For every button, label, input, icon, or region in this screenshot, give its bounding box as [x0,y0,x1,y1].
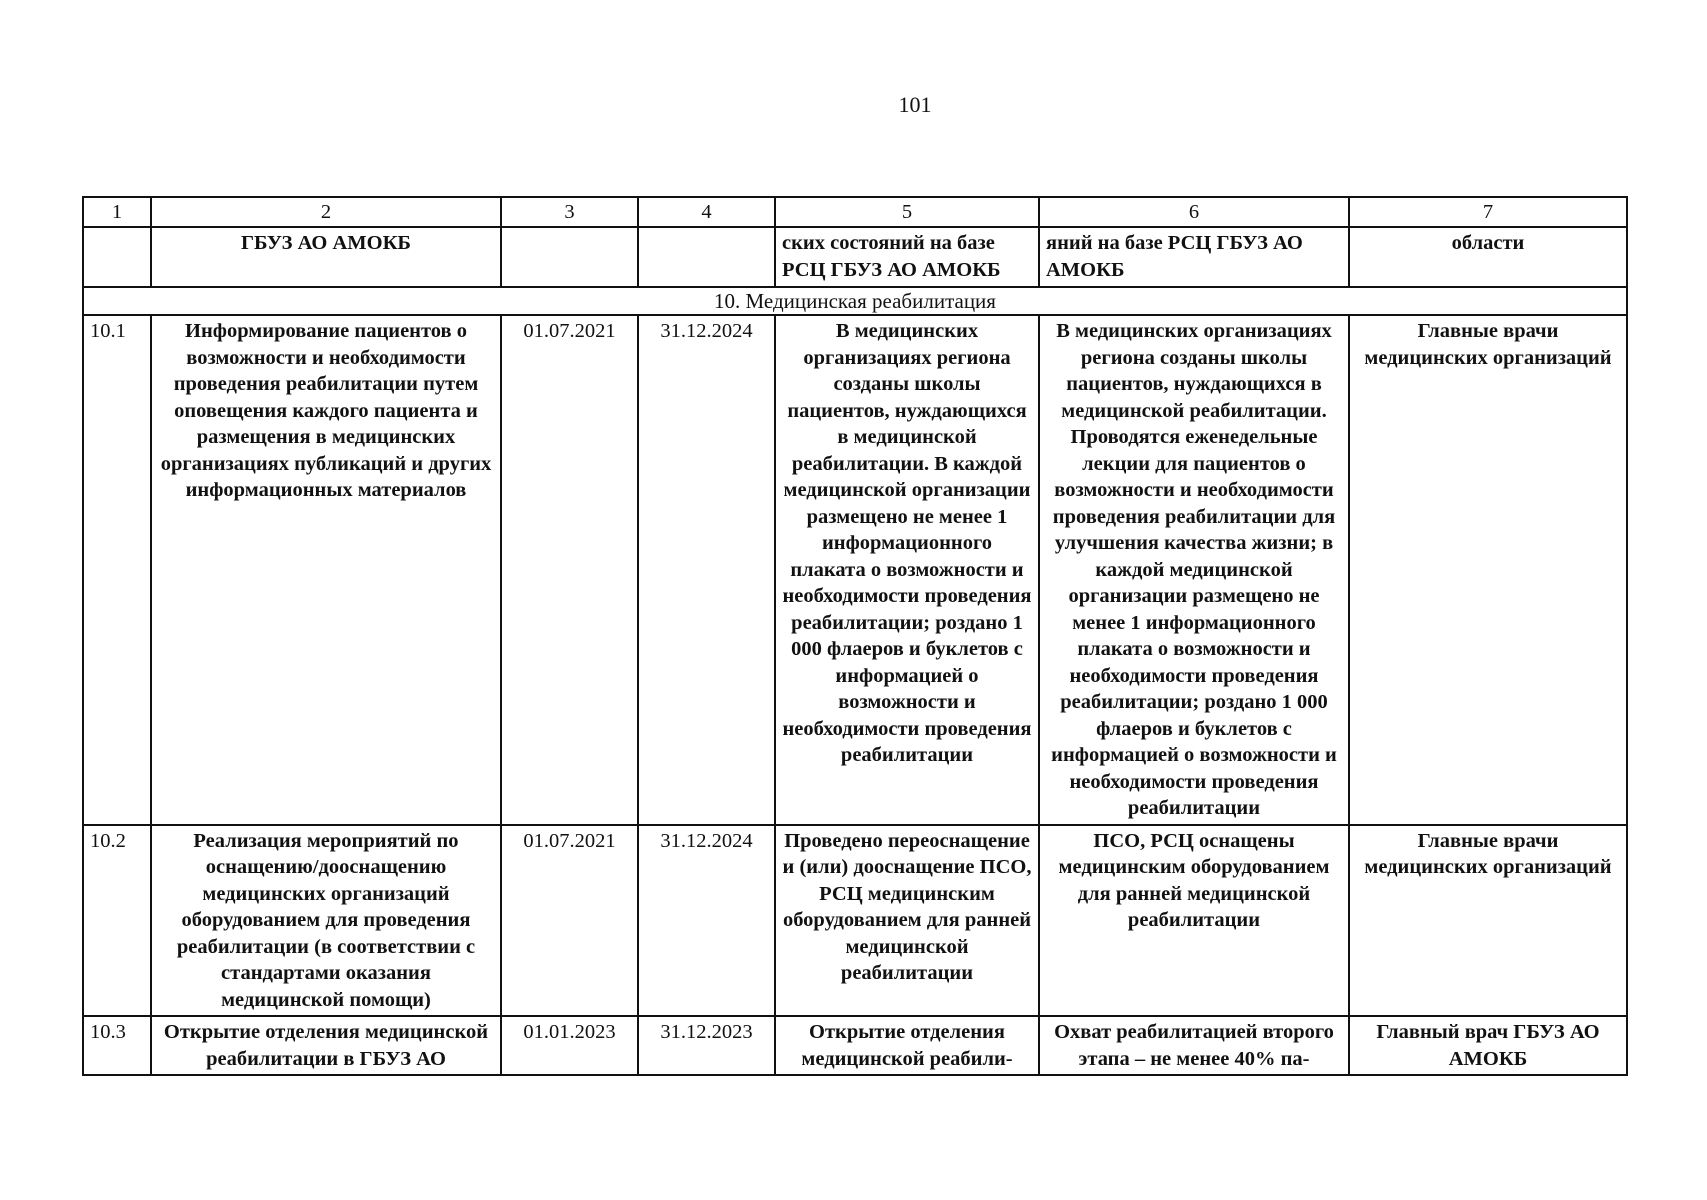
continuation-cell-7: области [1349,227,1627,287]
responsible-cell: Главные врачи медицинских организаций [1349,315,1627,825]
table-row [83,315,1627,825]
responsible-cell: Главный врач ГБУЗ АО АМОКБ [1349,1016,1627,1075]
indicator-cell: ПСО, РСЦ оснащены медицинским оборудованием для ранней медицинской реабилитации [1039,825,1349,1017]
continuation-cell-4 [638,227,775,287]
start-date-cell: 01.07.2021 [501,825,638,1017]
activity-cell: Реализация мероприятий по оснащению/дооснащению медицинских организаций оборудованием для проведения реабилитации (в соответствии с стандартами оказания медицинской помощи) [151,825,501,1017]
continuation-cell-5: ских состояний на базе РСЦ ГБУЗ АО АМОКБ [775,227,1039,287]
column-number-4: 4 [638,197,775,227]
responsible-cell: Главные врачи медицинских организаций [1349,825,1627,1017]
end-date-cell: 31.12.2024 [638,315,775,825]
activity-cell: Информирование пациентов о возможности и необходимости проведения реабилитации путем оповещения каждого пациента и размещения в медицинских организациях публикаций и других информационных материалов [151,315,501,825]
table-row [83,1016,1627,1075]
start-date-cell: 01.01.2023 [501,1016,638,1075]
result-cell: Проведено переоснащение и (или) дооснащение ПСО, РСЦ медицинским оборудованием для ранней медицинской реабилитации [775,825,1039,1017]
column-number-2: 2 [151,197,501,227]
column-number-row [83,197,1627,227]
activities-table [82,196,1628,1076]
continuation-cell-3 [501,227,638,287]
continuation-row [83,227,1627,287]
indicator-cell: В медицинских организациях региона созданы школы пациентов, нуждающихся в медицинской реабилитации. Проводятся еженедельные лекции для пациентов о возможности и необходимости проведения реабилитации для улучшения качества жизни; в каждой медицинской организации размещено не менее 1 информационного плаката о возможности и необходимости проведения реабилитации; роздано 1 000 флаеров и буклетов с информацией о возможности и необходимости проведения реабилитации [1039,315,1349,825]
row-number: 10.3 [83,1016,151,1075]
section-row [83,287,1627,315]
column-number-7: 7 [1349,197,1627,227]
result-cell: Открытие отделения медицинской реабили- [775,1016,1039,1075]
continuation-cell-2: ГБУЗ АО АМОКБ [151,227,501,287]
column-number-5: 5 [775,197,1039,227]
start-date-cell: 01.07.2021 [501,315,638,825]
page-number: 101 [898,92,932,117]
end-date-cell: 31.12.2024 [638,825,775,1017]
activity-cell: Открытие отделения медицинской реабилитации в ГБУЗ АО [151,1016,501,1075]
continuation-cell-1 [83,227,151,287]
table-row [83,825,1627,1017]
row-number: 10.1 [83,315,151,825]
column-number-3: 3 [501,197,638,227]
result-cell: В медицинских организациях региона созданы школы пациентов, нуждающихся в медицинской реабилитации. В каждой медицинской организации размещено не менее 1 информационного плаката о возможности и необходимости проведения реабилитации; роздано 1 000 флаеров и буклетов с информацией о возможности и необходимости проведения реабилитации [775,315,1039,825]
section-title: 10. Медицинская реабилитация [83,287,1627,315]
row-number: 10.2 [83,825,151,1017]
column-number-1: 1 [83,197,151,227]
end-date-cell: 31.12.2023 [638,1016,775,1075]
continuation-cell-6: яний на базе РСЦ ГБУЗ АО АМОКБ [1039,227,1349,287]
indicator-cell: Охват реабилитацией второго этапа – не менее 40% па- [1039,1016,1349,1075]
column-number-6: 6 [1039,197,1349,227]
